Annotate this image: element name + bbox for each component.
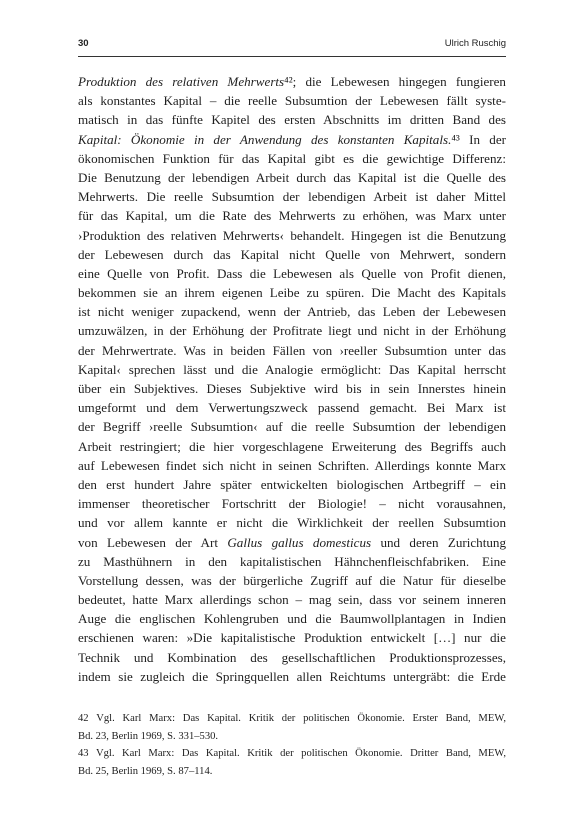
body-line: den erst hundert Jahre später entwickelten biologischen Artbegriff – ein — [78, 476, 506, 492]
body-line: als konstantes Kapital – die reelle Subsumtion der Lebewesen fällt syste- — [78, 93, 506, 109]
header-rule — [78, 56, 506, 57]
page-number: 30 — [78, 38, 89, 49]
body-text — [78, 72, 506, 686]
running-head-author: Ulrich Ruschig — [444, 38, 506, 49]
body-line: erschienen waren: »Die kapitalistische Produktion entwickelt […] nur die — [78, 630, 506, 646]
body-line: ›Produktion des relativen Mehrwerts‹ behandelt. Hingegen ist die Benutzung — [78, 227, 506, 243]
italic-phrase: Gallus gallus domesticus — [227, 534, 372, 550]
footnotes — [78, 710, 506, 780]
body-line: ökonomischen Funktion für das Kapital gibt es die gewichtige Differenz: — [78, 150, 506, 166]
body-line: von Lebewesen der Art Gallus gallus domesticus und deren Zurichtung — [78, 534, 506, 550]
body-line: ist nicht weniger zupackend, wenn der Antrieb, das Leben der Lebewesen — [78, 304, 506, 320]
body-line: der Begriff ›reelle Subsumtion‹ auf die reelle Subsumtion der lebendigen — [78, 419, 506, 435]
body-line: umzuwälzen, in der Erhöhung der Profitrate liegt und nicht in der Erhöhung — [78, 323, 506, 339]
body-line: Mehrwerts. Die reelle Subsumtion der lebendigen Arbeit ist daher Mittel — [78, 189, 506, 205]
footnote-line: Bd. 23, Berlin 1969, S. 331–530. — [78, 730, 219, 742]
body-line: bekommen sie an ihrem eigenen Leibe zu spüren. Die Macht des Kapitals — [78, 285, 506, 301]
footnote-line: Bd. 25, Berlin 1969, S. 87–114. — [78, 765, 213, 777]
body-line: Kapital: Ökonomie in der Anwendung des konstanten Kapitals.⁴³ In der — [78, 131, 506, 147]
body-line: immenser theoretischer Fortschritt der Biologie! – nicht vorausahnen, — [78, 496, 506, 512]
body-line: eine Quelle von Profit. Dass die Lebewesen als Quelle von Profit dienen, — [78, 265, 506, 281]
body-line: matisch in das fünfte Kapitel des ersten Abschnitts im dritten Band des — [78, 112, 506, 128]
body-line: Kapital‹ sprechen lässt und die Analogie ermöglicht: Das Kapital herrscht — [78, 361, 506, 377]
body-line: Produktion des relativen Mehrwerts⁴²; die Lebewesen hingegen fungieren — [78, 74, 506, 89]
body-line: auf Lebewesen findet sich nicht in seinen Schriften. Allerdings konnte Marx — [78, 457, 506, 473]
footnote-line: 43 Vgl. Karl Marx: Das Kapital. Kritik der politischen Ökonomie. Dritter Band, MEW, — [78, 748, 506, 760]
body-line: bedeutet, hatte Marx allerdings schon – mag sein, dass vor seinem inneren — [78, 592, 506, 608]
body-line: und vor allem kannte er nicht die Wirklichkeit der reellen Subsumtion — [78, 515, 506, 531]
body-line: zu Masthühnern in den kapitalistischen Hähnchenfleischfabriken. Eine — [78, 553, 506, 569]
body-line: der Lebewesen durch das Kapital nicht Quelle von Mehrwert, sondern — [78, 246, 506, 262]
footnote-line: 42 Vgl. Karl Marx: Das Kapital. Kritik der politischen Ökonomie. Erster Band, MEW, — [78, 713, 506, 724]
italic-phrase: Kapital: Ökonomie in der Anwendung des konstanten Kapitals. — [78, 131, 452, 147]
body-line: Vorstellung dessen, was der bürgerliche Zugriff auf die Natur für dieselbe — [78, 572, 506, 588]
body-line: Die Benutzung der lebendigen Arbeit durch das Kapital ist die Quelle des — [78, 169, 506, 185]
body-line: für das Kapital, um die Rate des Mehrwerts zu erhöhen, was Marx unter — [78, 208, 506, 224]
body-line: über ein Subjektives. Dieses Subjektive wird bis in sein Innerstes hinein — [78, 381, 506, 396]
body-line: Arbeit restringiert; die hier vorgeschlagene Erweiterung des Begriffs auch — [78, 438, 506, 454]
running-head — [78, 38, 506, 52]
body-line: umgeformt und dem Verwertungszweck passend gemacht. Bei Marx ist — [78, 400, 506, 416]
body-line: Auge die englischen Kohlengruben und die Baumwollplantagen in Indien — [78, 611, 506, 627]
italic-phrase: Produktion des relativen Mehrwerts — [78, 74, 285, 89]
body-line: indem sie zugleich die Springquellen allen Reichtums untergräbt: die Erde — [78, 668, 506, 684]
body-line: Technik und Kombination des gesellschaftlichen Produktionsprozesses, — [78, 649, 506, 665]
body-line: der Mehrwertrate. Was in beiden Fällen von ›reeller Subsumtion unter das — [78, 342, 506, 358]
